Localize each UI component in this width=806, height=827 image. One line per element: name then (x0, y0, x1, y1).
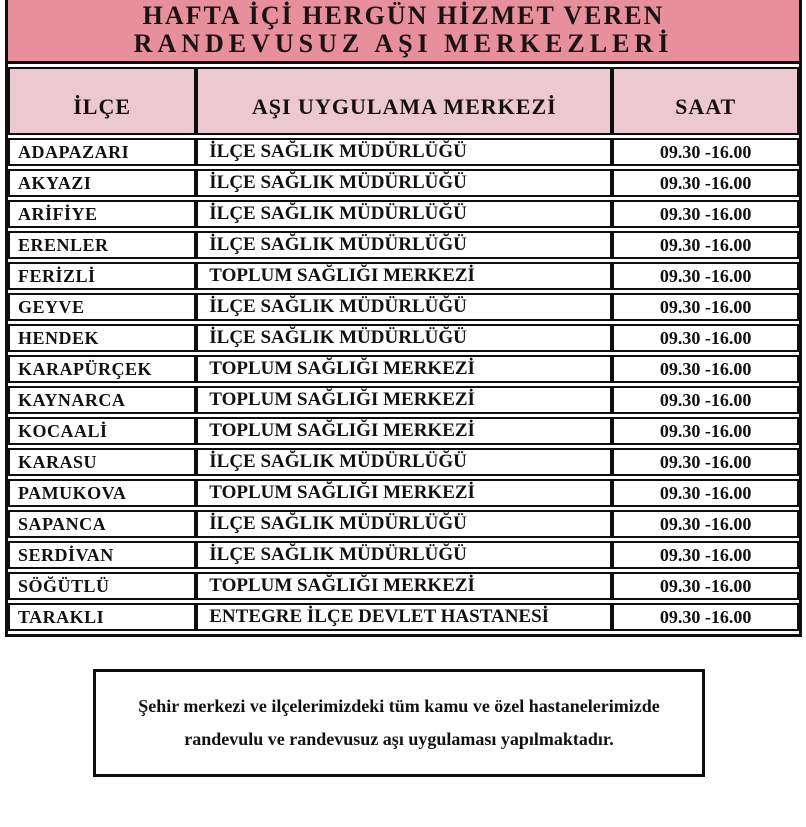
table-row (8, 448, 799, 476)
table-row (8, 138, 799, 166)
footer-note-line-2: randevulu ve randevusuz aşı uygulaması yapılmaktadır. (184, 729, 614, 749)
hours-cell: 09.30 -16.00 (612, 541, 799, 569)
hours-cell: 09.30 -16.00 (612, 293, 799, 321)
table-row (8, 324, 799, 352)
table-row (8, 293, 799, 321)
vaccine-centers-table-frame (5, 0, 802, 637)
table-row (8, 479, 799, 507)
table-row (8, 417, 799, 445)
page-title-line-2: RANDEVUSUZ AŞI MERKEZLERİ (133, 29, 674, 58)
hours-cell: 09.30 -16.00 (612, 448, 799, 476)
vaccine-centers-table (8, 64, 799, 634)
center-cell: ENTEGRE İLÇE DEVLET HASTANESİ (196, 603, 612, 631)
district-cell: ADAPAZARI (8, 138, 196, 166)
table-row (8, 572, 799, 600)
center-cell: İLÇE SAĞLIK MÜDÜRLÜĞÜ (196, 231, 612, 259)
district-cell: ERENLER (8, 231, 196, 259)
table-row (8, 510, 799, 538)
center-cell: İLÇE SAĞLIK MÜDÜRLÜĞÜ (196, 541, 612, 569)
district-cell: KARAPÜRÇEK (8, 355, 196, 383)
table-row (8, 603, 799, 631)
page-title (8, 0, 799, 64)
page-title-line-1: HAFTA İÇİ HERGÜN HİZMET VEREN (142, 1, 665, 30)
district-cell: TARAKLI (8, 603, 196, 631)
column-header-center: AŞI UYGULAMA MERKEZİ (196, 67, 612, 135)
center-cell: TOPLUM SAĞLIĞI MERKEZİ (196, 386, 612, 414)
center-cell: İLÇE SAĞLIK MÜDÜRLÜĞÜ (196, 138, 612, 166)
district-cell: HENDEK (8, 324, 196, 352)
hours-cell: 09.30 -16.00 (612, 479, 799, 507)
center-cell: TOPLUM SAĞLIĞI MERKEZİ (196, 479, 612, 507)
district-cell: SERDİVAN (8, 541, 196, 569)
district-cell: KAYNARCA (8, 386, 196, 414)
district-cell: SÖĞÜTLÜ (8, 572, 196, 600)
hours-cell: 09.30 -16.00 (612, 572, 799, 600)
table-row (8, 355, 799, 383)
center-cell: TOPLUM SAĞLIĞI MERKEZİ (196, 355, 612, 383)
hours-cell: 09.30 -16.00 (612, 169, 799, 197)
district-cell: GEYVE (8, 293, 196, 321)
hours-cell: 09.30 -16.00 (612, 231, 799, 259)
hours-cell: 09.30 -16.00 (612, 138, 799, 166)
center-cell: TOPLUM SAĞLIĞI MERKEZİ (196, 262, 612, 290)
hours-cell: 09.30 -16.00 (612, 324, 799, 352)
hours-cell: 09.30 -16.00 (612, 603, 799, 631)
hours-cell: 09.30 -16.00 (612, 386, 799, 414)
table-row (8, 541, 799, 569)
district-cell: KOCAALİ (8, 417, 196, 445)
center-cell: İLÇE SAĞLIK MÜDÜRLÜĞÜ (196, 448, 612, 476)
column-header-district: İLÇE (8, 67, 196, 135)
table-row (8, 200, 799, 228)
table-header-row (8, 67, 799, 135)
footer-note-line-1: Şehir merkezi ve ilçelerimizdeki tüm kamu ve özel hastanelerimizde (138, 696, 660, 716)
center-cell: İLÇE SAĞLIK MÜDÜRLÜĞÜ (196, 200, 612, 228)
column-header-hours: SAAT (612, 67, 799, 135)
district-cell: PAMUKOVA (8, 479, 196, 507)
district-cell: SAPANCA (8, 510, 196, 538)
center-cell: İLÇE SAĞLIK MÜDÜRLÜĞÜ (196, 293, 612, 321)
district-cell: KARASU (8, 448, 196, 476)
center-cell: TOPLUM SAĞLIĞI MERKEZİ (196, 417, 612, 445)
district-cell: ARİFİYE (8, 200, 196, 228)
district-cell: AKYAZI (8, 169, 196, 197)
hours-cell: 09.30 -16.00 (612, 417, 799, 445)
center-cell: TOPLUM SAĞLIĞI MERKEZİ (196, 572, 612, 600)
district-cell: FERİZLİ (8, 262, 196, 290)
footer-note-box (93, 669, 705, 777)
center-cell: İLÇE SAĞLIK MÜDÜRLÜĞÜ (196, 169, 612, 197)
table-row (8, 262, 799, 290)
hours-cell: 09.30 -16.00 (612, 355, 799, 383)
table-row (8, 231, 799, 259)
hours-cell: 09.30 -16.00 (612, 510, 799, 538)
center-cell: İLÇE SAĞLIK MÜDÜRLÜĞÜ (196, 510, 612, 538)
table-row (8, 386, 799, 414)
center-cell: İLÇE SAĞLIK MÜDÜRLÜĞÜ (196, 324, 612, 352)
table-row (8, 169, 799, 197)
hours-cell: 09.30 -16.00 (612, 262, 799, 290)
hours-cell: 09.30 -16.00 (612, 200, 799, 228)
